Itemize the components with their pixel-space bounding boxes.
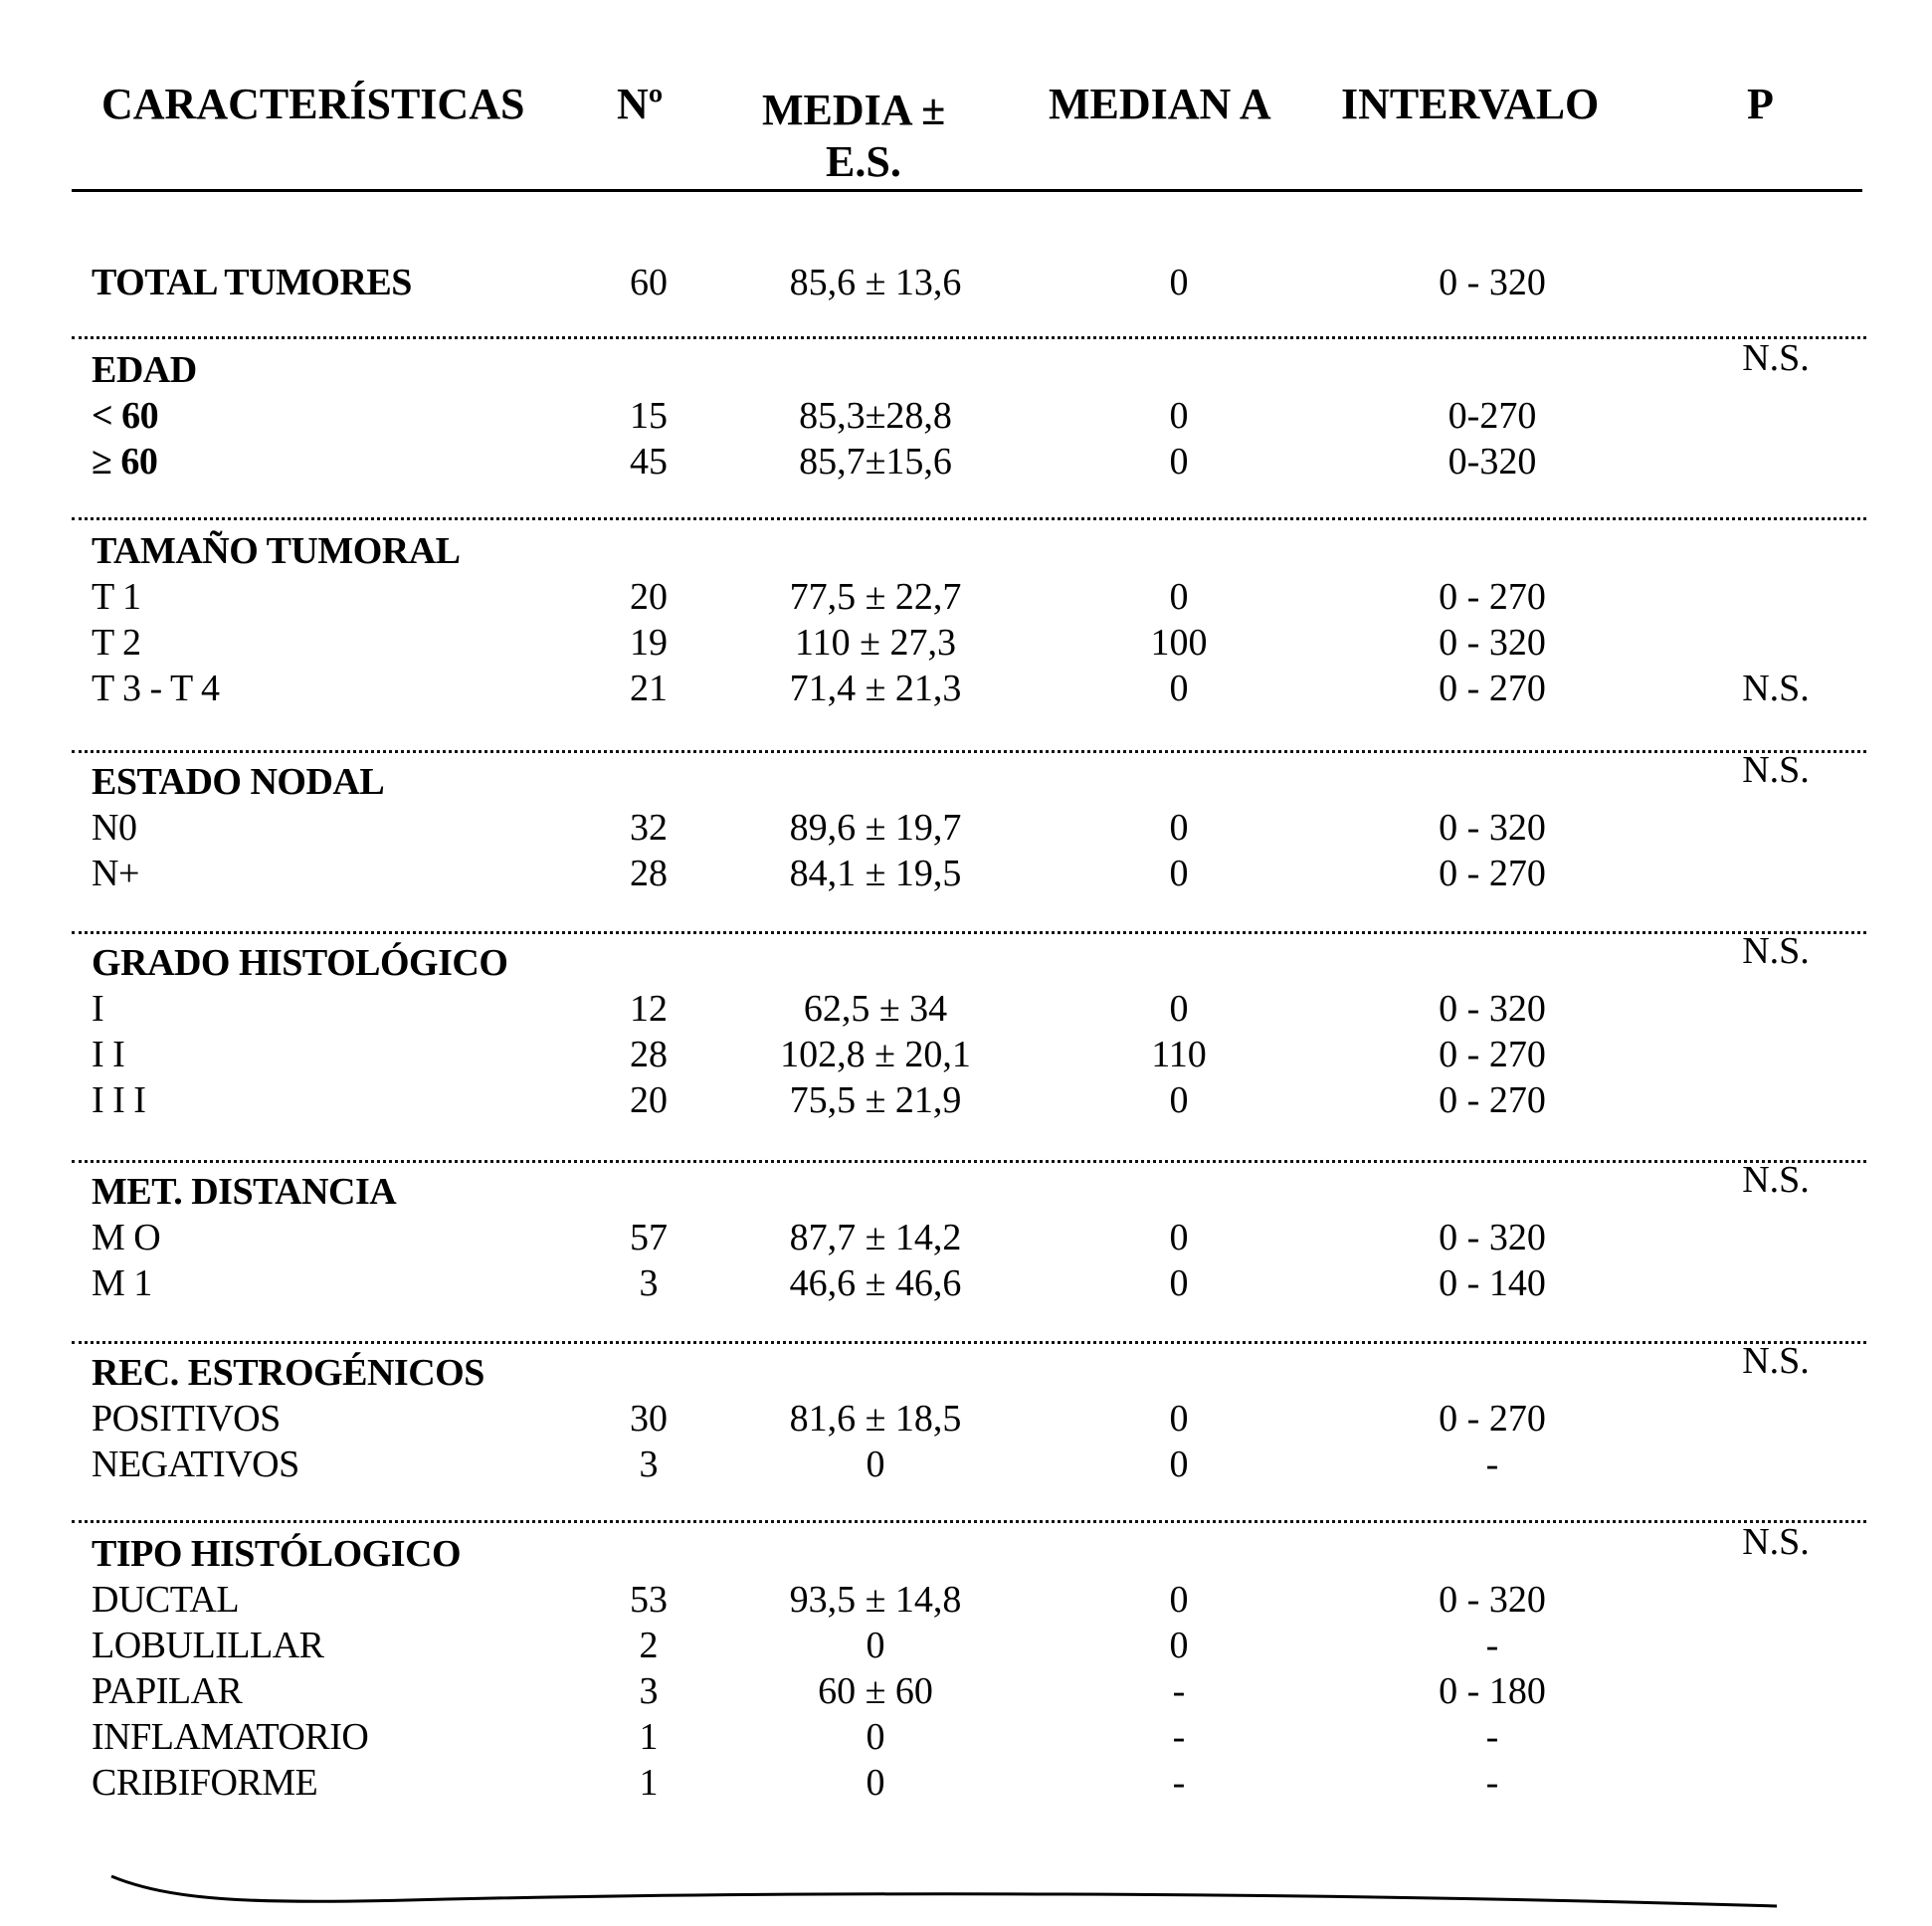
row-label: M 1 [92, 1262, 152, 1304]
row-mediana: 0 [1169, 1625, 1189, 1666]
row-intervalo: 0 - 270 [1439, 576, 1546, 618]
row-media: 85,7±15,6 [799, 441, 952, 482]
row-label: MET. DISTANCIA [92, 1171, 397, 1213]
row-mediana: 0 [1169, 1217, 1189, 1258]
divider-nodal [72, 750, 1866, 753]
divider-met [72, 1160, 1866, 1163]
row-media: 46,6 ± 46,6 [789, 1262, 962, 1304]
row-intervalo: 0-270 [1448, 395, 1537, 437]
divider-tamano [72, 517, 1866, 520]
row-mediana: 0 [1169, 988, 1189, 1030]
row-label: < 60 [92, 395, 159, 437]
row-media: 62,5 ± 34 [803, 988, 948, 1030]
row-p: N.S. [1742, 337, 1810, 379]
header-rule [72, 189, 1862, 192]
row-label: ESTADO NODAL [92, 761, 385, 803]
row-mediana: 110 [1151, 1034, 1207, 1075]
row-label: LOBULILLAR [92, 1625, 324, 1666]
header-caracteristicas: CARACTERÍSTICAS [101, 80, 525, 128]
divider-rec [72, 1341, 1866, 1344]
row-intervalo: - [1485, 1625, 1499, 1666]
row-label: REC. ESTROGÉNICOS [92, 1352, 484, 1394]
row-n: 30 [630, 1398, 668, 1440]
row-n: 3 [639, 1262, 659, 1304]
row-p: N.S. [1742, 668, 1810, 709]
row-intervalo: - [1485, 1444, 1499, 1485]
row-intervalo: 0-320 [1448, 441, 1537, 482]
header-n: Nº [617, 80, 664, 128]
row-n: 20 [630, 1079, 668, 1121]
row-p: N.S. [1742, 1340, 1810, 1382]
row-mediana: - [1172, 1716, 1186, 1758]
row-label: TAMAÑO TUMORAL [92, 530, 461, 572]
row-media: 0 [866, 1762, 885, 1804]
row-media: 81,6 ± 18,5 [789, 1398, 962, 1440]
header-p: P [1747, 80, 1774, 128]
row-n: 57 [630, 1217, 668, 1258]
row-label: DUCTAL [92, 1579, 240, 1621]
row-intervalo: 0 - 320 [1439, 1579, 1546, 1621]
row-label: TIPO HISTÓLOGICO [92, 1533, 462, 1575]
row-label: CRIBIFORME [92, 1762, 318, 1804]
row-mediana: 0 [1169, 576, 1189, 618]
row-media: 89,6 ± 19,7 [789, 807, 962, 849]
divider-grado [72, 931, 1866, 934]
row-mediana: 0 [1169, 441, 1189, 482]
row-n: 21 [630, 668, 668, 709]
row-label: M O [92, 1217, 161, 1258]
row-n: 53 [630, 1579, 668, 1621]
row-n: 28 [630, 853, 668, 894]
row-intervalo: 0 - 270 [1439, 668, 1546, 709]
row-n: 15 [630, 395, 668, 437]
row-label: INFLAMATORIO [92, 1716, 369, 1758]
row-mediana: 0 [1169, 668, 1189, 709]
row-mediana: - [1172, 1762, 1186, 1804]
row-label: T 3 - T 4 [92, 668, 220, 709]
row-mediana: 0 [1169, 1262, 1189, 1304]
row-media: 60 ± 60 [818, 1670, 933, 1712]
row-n: 20 [630, 576, 668, 618]
row-p: N.S. [1742, 749, 1810, 791]
row-label: EDAD [92, 349, 197, 391]
row-intervalo: 0 - 320 [1439, 1217, 1546, 1258]
row-mediana: 100 [1150, 622, 1208, 664]
row-media: 75,5 ± 21,9 [789, 1079, 962, 1121]
row-n: 12 [630, 988, 668, 1030]
row-n: 32 [630, 807, 668, 849]
divider-edad [72, 336, 1866, 339]
row-media: 0 [866, 1716, 885, 1758]
row-intervalo: 0 - 270 [1439, 1034, 1546, 1075]
row-label: ≥ 60 [92, 441, 158, 482]
row-label: PAPILAR [92, 1670, 243, 1712]
row-p: N.S. [1742, 930, 1810, 972]
row-intervalo: - [1485, 1762, 1499, 1804]
row-label: POSITIVOS [92, 1398, 281, 1440]
row-media: 85,3±28,8 [799, 395, 952, 437]
row-p: N.S. [1742, 1521, 1810, 1563]
header-media-line1: MEDIA ± [762, 86, 946, 134]
header-mediana: MEDIAN A [1049, 80, 1271, 128]
row-media: 110 ± 27,3 [795, 622, 956, 664]
row-media: 87,7 ± 14,2 [789, 1217, 962, 1258]
row-intervalo: 0 - 320 [1439, 622, 1546, 664]
row-media: 71,4 ± 21,3 [789, 668, 962, 709]
row-media: 84,1 ± 19,5 [789, 853, 962, 894]
row-mediana: 0 [1169, 395, 1189, 437]
row-label: NEGATIVOS [92, 1444, 299, 1485]
row-label: T 1 [92, 576, 141, 618]
row-mediana: 0 [1169, 1444, 1189, 1485]
row-intervalo: 0 - 270 [1439, 1398, 1546, 1440]
row-mediana: - [1172, 1670, 1186, 1712]
row-label: T 2 [92, 622, 141, 664]
row-mediana: 0 [1169, 262, 1189, 303]
row-mediana: 0 [1169, 1579, 1189, 1621]
row-label: I I [92, 1034, 125, 1075]
row-mediana: 0 [1169, 853, 1189, 894]
row-n: 2 [639, 1625, 659, 1666]
row-label: N0 [92, 807, 137, 849]
row-intervalo: 0 - 320 [1439, 807, 1546, 849]
row-media: 0 [866, 1625, 885, 1666]
row-n: 19 [630, 622, 668, 664]
row-mediana: 0 [1169, 1079, 1189, 1121]
divider-tipo [72, 1520, 1866, 1523]
row-media: 85,6 ± 13,6 [789, 262, 962, 303]
row-n: 3 [639, 1670, 659, 1712]
row-intervalo: - [1485, 1716, 1499, 1758]
row-intervalo: 0 - 270 [1439, 1079, 1546, 1121]
row-media: 0 [866, 1444, 885, 1485]
row-label: GRADO HISTOLÓGICO [92, 942, 508, 984]
row-media: 102,8 ± 20,1 [780, 1034, 971, 1075]
row-n: 1 [639, 1762, 659, 1804]
row-p: N.S. [1742, 1159, 1810, 1201]
row-intervalo: 0 - 180 [1439, 1670, 1546, 1712]
row-label: I [92, 988, 104, 1030]
closing-stroke [109, 1870, 1781, 1910]
row-n: 3 [639, 1444, 659, 1485]
row-media: 93,5 ± 14,8 [789, 1579, 962, 1621]
row-label: N+ [92, 853, 139, 894]
row-intervalo: 0 - 270 [1439, 853, 1546, 894]
row-intervalo: 0 - 320 [1439, 262, 1546, 303]
row-label: I I I [92, 1079, 146, 1121]
row-media: 77,5 ± 22,7 [789, 576, 962, 618]
row-intervalo: 0 - 140 [1439, 1262, 1546, 1304]
row-mediana: 0 [1169, 807, 1189, 849]
row-n: 28 [630, 1034, 668, 1075]
row-intervalo: 0 - 320 [1439, 988, 1546, 1030]
row-n: 1 [639, 1716, 659, 1758]
header-intervalo: INTERVALO [1341, 80, 1600, 128]
row-n: 60 [630, 262, 668, 303]
row-mediana: 0 [1169, 1398, 1189, 1440]
header-media-line2: E.S. [826, 137, 901, 186]
row-n: 45 [630, 441, 668, 482]
row-label: TOTAL TUMORES [92, 262, 412, 303]
